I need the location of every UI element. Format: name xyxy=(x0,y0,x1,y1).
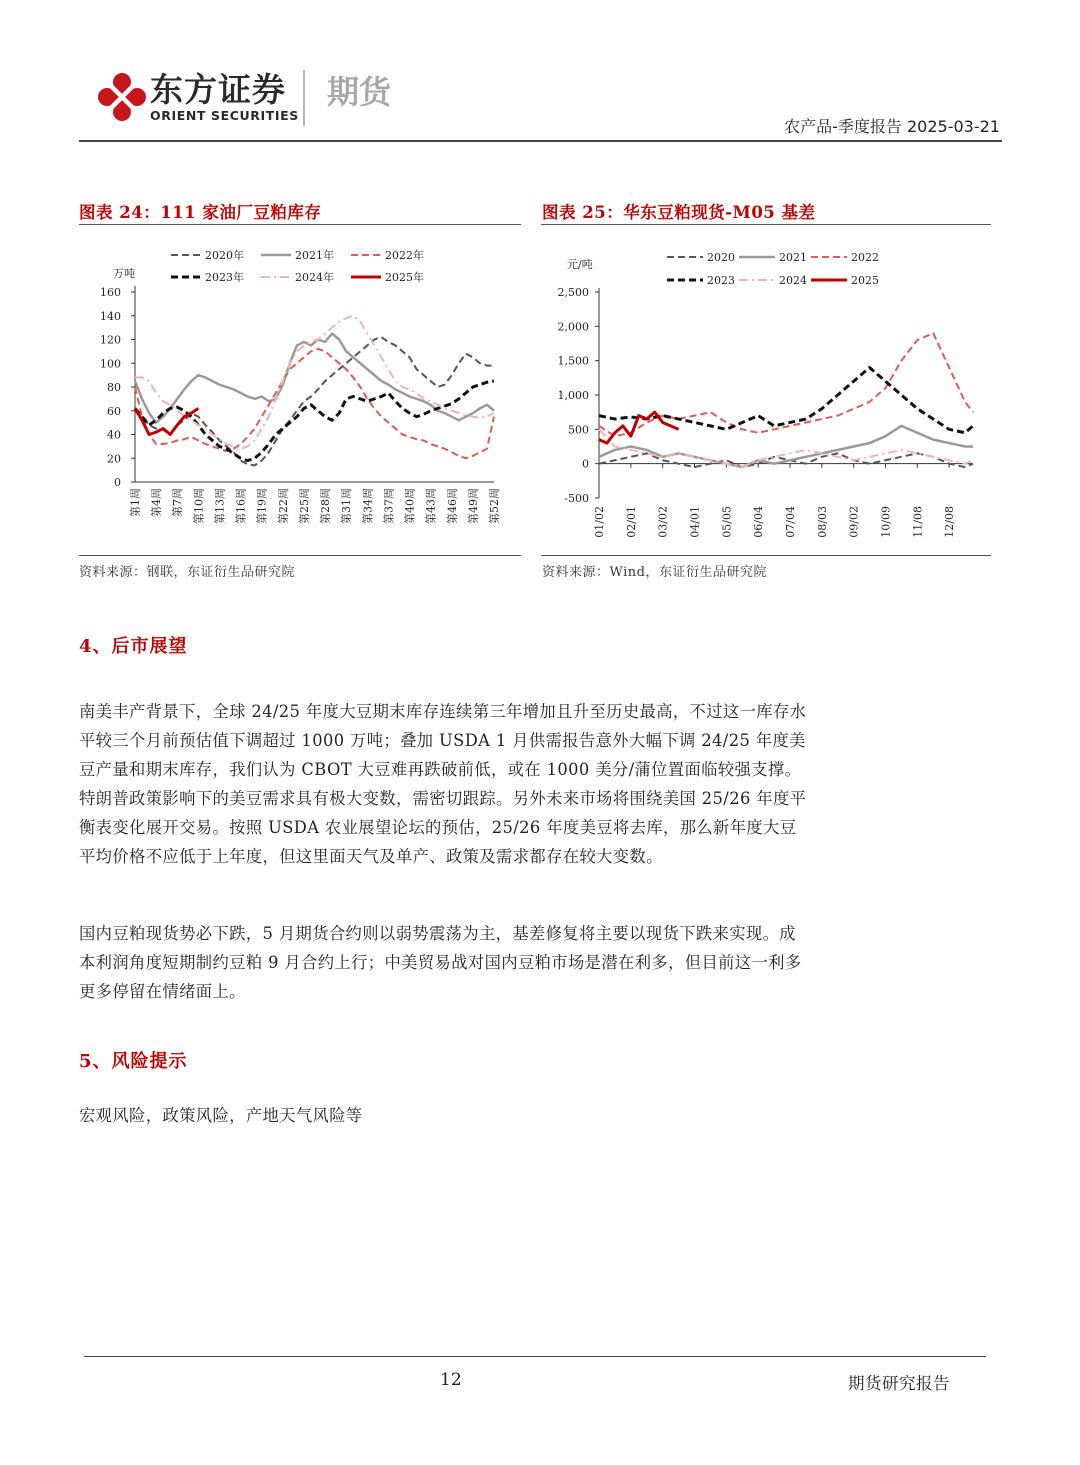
x-tick-label: 01/02 xyxy=(593,506,606,538)
x-tick-label: 第52周 xyxy=(488,488,501,524)
x-tick-label: 06/04 xyxy=(752,506,766,538)
x-tick-label: 04/01 xyxy=(688,506,702,538)
figure-25-chart xyxy=(541,228,991,554)
x-tick-label: 第43周 xyxy=(424,488,438,524)
x-tick-label: 第22周 xyxy=(276,488,290,524)
y-tick-label: 140 xyxy=(100,309,121,323)
y-axis-title: 万吨 xyxy=(113,267,135,280)
x-tick-label: 第4周 xyxy=(150,488,164,517)
x-tick-label: 09/02 xyxy=(847,506,861,538)
x-tick-label: 第46周 xyxy=(445,488,459,524)
series-line-2022年 xyxy=(135,349,494,458)
section-4-heading: 4、后市展望 xyxy=(79,636,188,657)
series-line-2023 xyxy=(599,368,973,433)
x-tick-label: 11/08 xyxy=(911,506,925,538)
outlook-paragraph-1: 南美丰产背景下，全球 24/25 年度大豆期末库存连续第三年增加且升至历史最高，不过这一库存水平较三个月前预估值下调超过 1000 万吨；叠加 USDA 1 月供需报告意外大幅下调 24/25 年度美豆产量和期末库存，我们认为 CBOT 大豆难再跌破前低，或在 1000 美分/蒲位置面临较强支撑。特朗普政策影响下的美豆需求具有极大变数，需密切跟踪。另外未来市场将围绕美国 25/26 年度平衡表变化展开交易。按照 USDA 农业展望论坛的预估，25/26 年度美豆将去库，那么新年度大豆平均价格不应低于上年度，但这里面天气及单产、政策及需求都存在较大变数。 xyxy=(79,702,807,866)
legend-label: 2020 xyxy=(707,251,735,264)
legend-label: 2021 xyxy=(779,251,807,264)
y-tick-label: 1,000 xyxy=(557,389,589,402)
figure-25-source: 资料来源：Wind，东证衍生品研究院 xyxy=(542,565,767,580)
x-tick-label: 第1周 xyxy=(129,488,142,517)
y-axis-title: 元/吨 xyxy=(567,258,593,271)
x-tick-label: 第13周 xyxy=(213,488,227,524)
y-tick-label: 80 xyxy=(107,381,121,394)
figure-25-bottom-rule xyxy=(541,555,991,556)
x-tick-label: 第16周 xyxy=(234,488,248,524)
x-tick-label: 第49周 xyxy=(466,488,480,524)
x-tick-label: 05/05 xyxy=(720,506,734,538)
y-tick-label: 20 xyxy=(107,452,121,466)
legend-label: 2024年 xyxy=(295,271,334,284)
footer-divider xyxy=(84,1356,986,1357)
brand-name-cn: 东方证券 xyxy=(150,70,286,109)
x-tick-label: 08/03 xyxy=(815,506,829,538)
x-tick-label: 07/04 xyxy=(783,506,797,538)
figure-24-top-rule xyxy=(79,224,521,225)
figure-24-source: 资料来源：钢联，东证衍生品研究院 xyxy=(79,565,296,580)
figure-25-top-rule xyxy=(541,224,991,225)
legend-label: 2020年 xyxy=(205,249,244,262)
y-tick-label: -500 xyxy=(564,492,589,505)
x-tick-label: 02/01 xyxy=(624,506,638,538)
risk-text: 宏观风险，政策风险，产地天气风险等 xyxy=(79,1106,363,1125)
legend-label: 2022 xyxy=(851,251,879,264)
x-tick-label: 第19周 xyxy=(255,488,269,524)
x-tick-label: 03/02 xyxy=(656,506,670,538)
y-tick-label: 60 xyxy=(107,404,121,418)
x-tick-label: 12/08 xyxy=(943,506,957,538)
legend-label: 2024 xyxy=(779,274,807,287)
brand-futures-label: 期货 xyxy=(327,73,392,111)
y-tick-label: 2,500 xyxy=(557,286,589,299)
brand-name-en: ORIENT SECURITIES xyxy=(150,108,299,123)
y-tick-label: 0 xyxy=(582,457,589,471)
x-tick-label: 第7周 xyxy=(171,488,185,517)
legend-label: 2023 xyxy=(707,274,735,287)
x-tick-label: 第37周 xyxy=(382,488,396,524)
y-tick-label: 100 xyxy=(100,357,121,371)
figure-24-title: 图表 24：111 家油厂豆粕库存 xyxy=(79,203,322,222)
y-tick-label: 120 xyxy=(100,333,121,347)
orient-securities-logo-icon xyxy=(97,72,147,126)
y-tick-label: 0 xyxy=(114,476,121,489)
x-tick-label: 10/09 xyxy=(879,506,893,538)
y-tick-label: 2,000 xyxy=(557,320,589,334)
series-line-2021 xyxy=(599,426,973,467)
legend-label: 2025年 xyxy=(385,271,424,284)
x-tick-label: 第40周 xyxy=(403,488,417,524)
page-number: 12 xyxy=(440,1370,462,1390)
legend-label: 2022年 xyxy=(385,249,424,262)
series-line-2022 xyxy=(599,333,973,436)
brand-divider xyxy=(303,70,305,126)
figure-25-title: 图表 25：华东豆粕现货-M05 基差 xyxy=(542,203,816,222)
x-tick-label: 第28周 xyxy=(319,488,333,524)
report-info: 农产品-季度报告 2025-03-21 xyxy=(784,117,1000,136)
legend-label: 2021年 xyxy=(295,249,334,262)
series-line-2023年 xyxy=(135,381,494,461)
y-tick-label: 40 xyxy=(107,428,121,442)
section-5-heading: 5、风险提示 xyxy=(79,1051,188,1072)
outlook-paragraph-2: 国内豆粕现货势必下跌，5 月期货合约则以弱势震荡为主，基差修复将主要以现货下跌来实现。成本利润角度短期制约豆粕 9 月合约上行；中美贸易战对国内豆粕市场是潜在利多，但目前这一利多更多停留在情绪面上。 xyxy=(79,924,802,1001)
header-divider xyxy=(79,140,1002,142)
x-tick-label: 第31周 xyxy=(340,488,354,524)
figure-24-bottom-rule xyxy=(79,555,521,556)
x-tick-label: 第25周 xyxy=(297,488,311,524)
y-tick-label: 160 xyxy=(100,286,121,299)
figure-24-chart xyxy=(79,228,521,554)
y-tick-label: 500 xyxy=(568,423,589,437)
x-tick-label: 第10周 xyxy=(192,488,206,524)
footer-label: 期货研究报告 xyxy=(848,1374,950,1393)
legend-label: 2025 xyxy=(851,274,879,287)
series-line-2020年 xyxy=(135,337,494,465)
legend-label: 2023年 xyxy=(205,271,244,284)
x-tick-label: 第34周 xyxy=(361,488,375,524)
y-tick-label: 1,500 xyxy=(557,354,589,368)
